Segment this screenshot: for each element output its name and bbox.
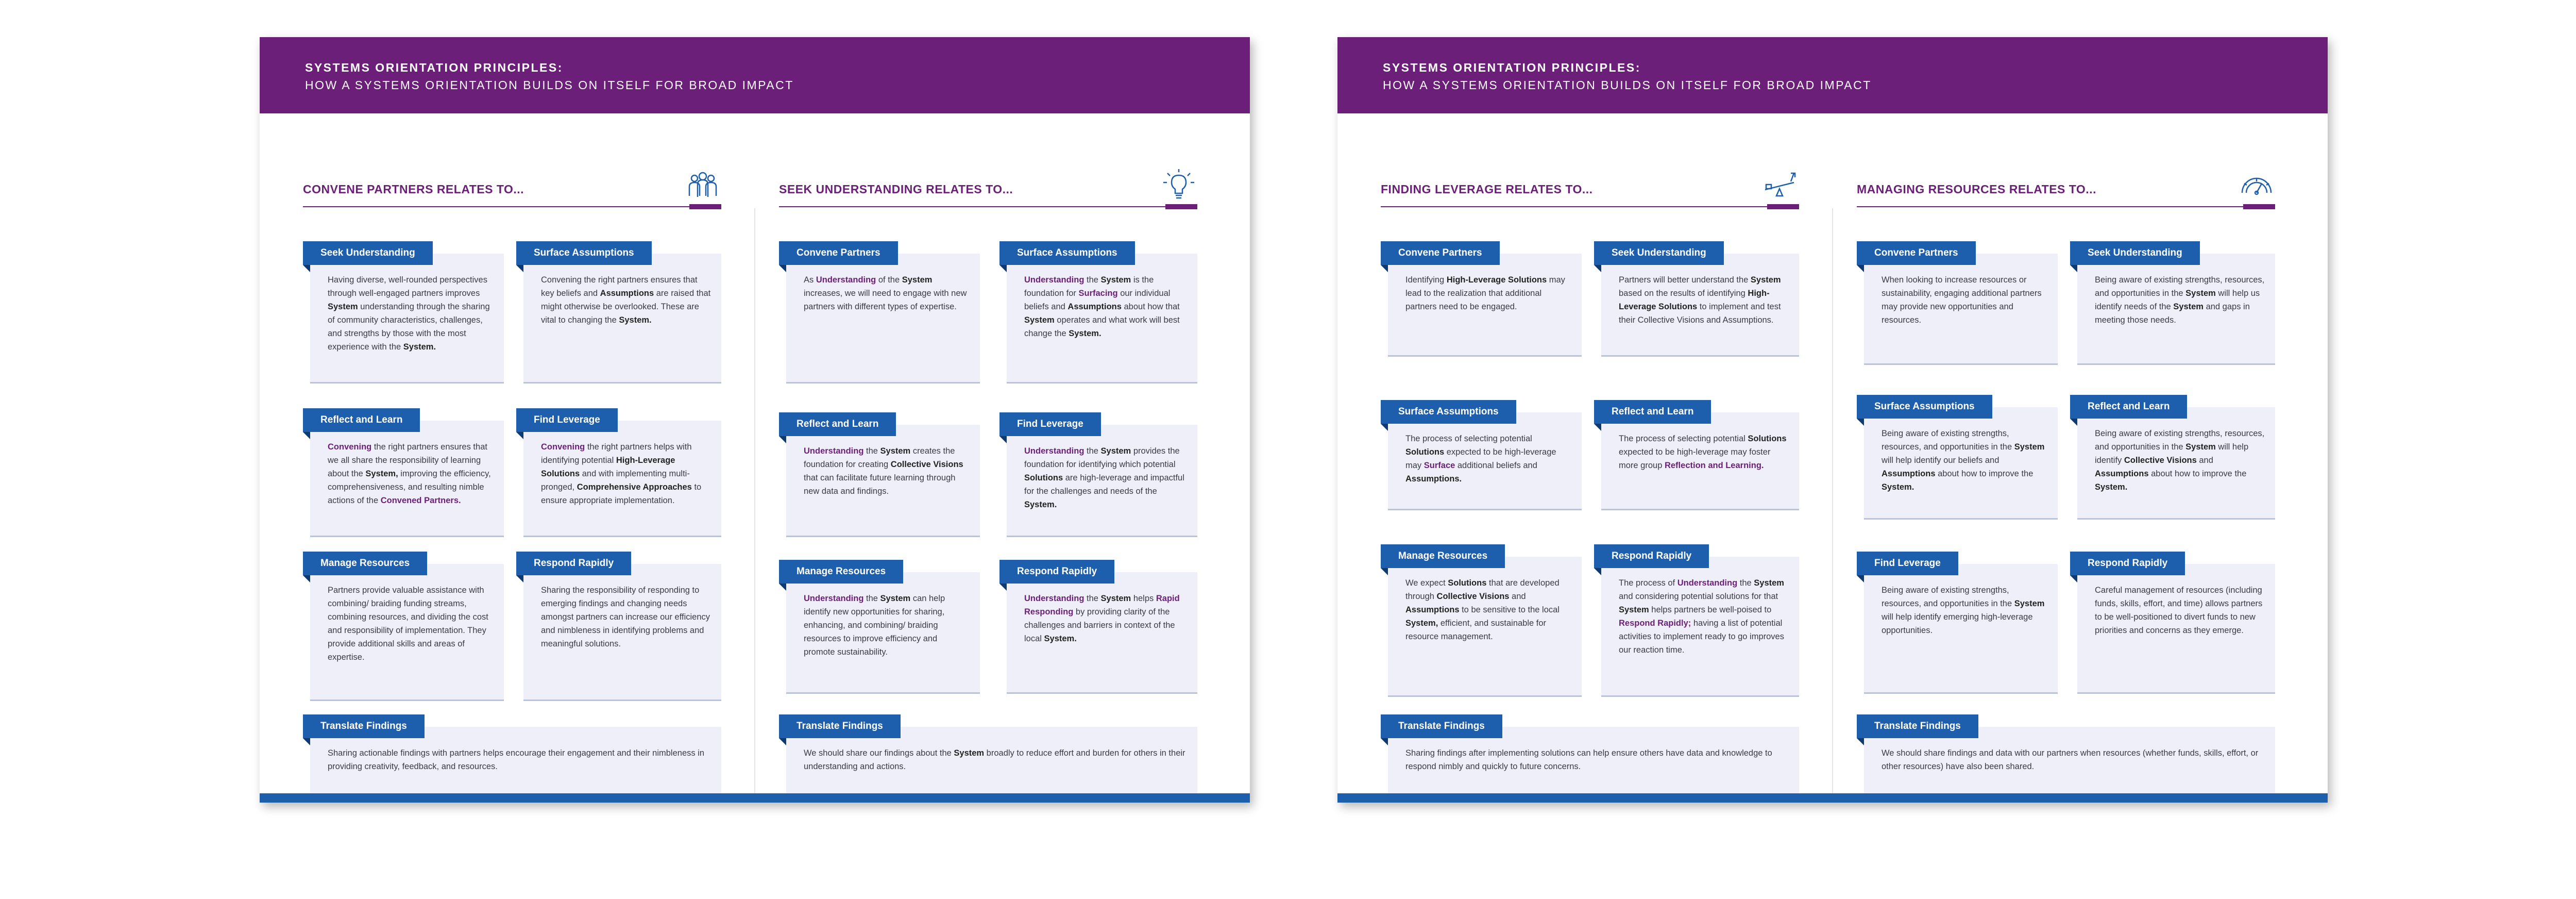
card-tab [1857,714,1978,738]
card-text: Being aware of existing strengths, resources, and opportunities in the System will help us identify needs of the System and gaps in meeting those needs. [2095,275,2265,325]
relation-card [523,414,721,537]
lightbulb-icon [1160,167,1197,204]
relation-card [786,566,980,694]
card-label: Find Leverage [1874,558,1941,569]
card-text: Understanding the System helps Rapid Responding by providing clarity of the challenges and barriers in context of the local System. [1024,594,1180,643]
card-label: Surface Assumptions [1017,247,1117,258]
card-label: Reflect and Learn [796,419,879,429]
section-title: FINDING LEVERAGE RELATES TO... [1381,182,1593,196]
tab-fold [1594,424,1601,431]
card-label: Seek Understanding [2088,247,2182,258]
card-label: Convene Partners [1398,247,1482,258]
card-tab [999,241,1135,265]
relation-card [786,721,1197,801]
lever-icon [1762,167,1799,204]
tab-fold [2070,265,2077,272]
relation-card [1388,247,1582,357]
column-divider [1832,208,1833,801]
relation-card [310,247,504,384]
column-divider [754,208,755,801]
card-label: Surface Assumptions [534,247,634,258]
card-text: Sharing findings after implementing solutions can help ensure others have data and knowledge to respond nimbly and quickly to future concerns. [1405,748,1772,771]
card-label: Reflect and Learn [1612,406,1694,417]
tab-fold [1857,738,1864,745]
card-tab [1857,241,1976,265]
relation-card [2077,401,2275,520]
card-label: Seek Understanding [1612,247,1706,258]
page-header [1337,37,2328,113]
card-label: Find Leverage [534,414,600,425]
section-rule-accent [1767,204,1799,209]
card-tab [516,408,618,432]
card-tab [303,552,427,575]
page-left [260,37,1250,803]
relation-card [1007,419,1197,537]
card-label: Respond Rapidly [2088,558,2168,569]
relation-card [1601,551,1799,697]
card-tab [779,241,898,265]
relation-card [1388,551,1582,697]
card-label: Translate Findings [1398,721,1485,731]
tab-fold [1381,424,1388,431]
card-tab [1381,241,1500,265]
card-text: Convening the right partners ensures that key beliefs and Assumptions are raised that might otherwise be overlooked. These are vital to changing the System. [541,275,711,325]
card-label: Respond Rapidly [1017,566,1097,577]
card-tab [1381,400,1516,424]
header-title: SYSTEMS ORIENTATION PRINCIPLES: [1383,61,1641,74]
card-text: The process of Understanding the System and considering potential solutions for that System helps partners be well-poised to Respond Rapidly; having a list of potential activities to implement ready to go improves our reaction time. [1619,578,1784,655]
section-rule-accent [2243,204,2275,209]
tab-fold [516,432,523,439]
card-tab [2070,552,2185,575]
section-rule [303,206,721,207]
tab-fold [779,436,786,443]
card-label: Surface Assumptions [1874,401,1975,412]
section-rule [779,206,1197,207]
tab-fold [999,436,1007,443]
card-text: Understanding the System can help identify new opportunities for sharing, enhancing, and combining/ braiding resources to improve efficiency and promote sustainability. [804,594,945,657]
relation-card [786,419,980,537]
card-text: Being aware of existing strengths, resources, and opportunities in the System will help identify our beliefs and Assumptions about how to improve the System. [1882,429,2045,492]
relation-card [523,247,721,384]
card-label: Convene Partners [796,247,880,258]
card-label: Surface Assumptions [1398,406,1499,417]
relation-card [1007,566,1197,694]
relation-card [310,414,504,537]
card-tab [1594,544,1709,568]
relation-card [2077,247,2275,365]
card-label: Translate Findings [1874,721,1961,731]
tab-fold [999,265,1007,272]
relation-card [310,558,504,701]
relation-card [310,721,721,801]
card-text: As Understanding of the System increases, we will need to engage with new partners with different types of expertise. [804,275,967,311]
card-text: Understanding the System creates the foundation for creating Collective Visions that can facilitate future learning through new data and findings. [804,446,963,496]
tab-fold [516,575,523,582]
card-text: We expect Solutions that are developed through Collective Visions and Assumptions to be sensitive to the local System, efficient, and sustainable for resource management. [1405,578,1560,641]
card-text: When looking to increase resources or sustainability, engaging additional partners may provide new opportunities and resources. [1882,275,2042,325]
card-tab [779,714,901,738]
card-tab [779,560,903,584]
tab-fold [779,584,786,591]
card-tab [1857,552,1958,575]
relation-card [1601,406,1799,510]
card-text: Sharing the responsibility of responding to emerging findings and changing needs amongst partners can increase our efficiency and nimbleness in identifying problems and meaningful solutions. [541,586,710,648]
tab-fold [779,738,786,745]
card-text: Careful management of resources (including funds, skills, effort, and time) allows partners to be well-positioned to divert funds to new priorities and concerns as they emerge. [2095,586,2263,635]
tab-fold [779,265,786,272]
tab-fold [1857,419,1864,426]
header-subtitle: HOW A SYSTEMS ORIENTATION BUILDS ON ITSELF FOR BROAD IMPACT [1383,78,1872,92]
card-label: Translate Findings [796,721,883,731]
tab-fold [1857,265,1864,272]
section-rule-accent [689,204,721,209]
section-rule [1381,206,1799,207]
page-footer-bar [260,793,1250,803]
card-label: Find Leverage [1017,419,1083,429]
card-tab [1857,395,1992,419]
card-tab [1381,544,1505,568]
card-text: Partners provide valuable assistance with combining/ braiding funding streams, combining resources, and dividing the cost and responsibility of implementation. They provide additional skills and areas of expertise. [328,586,488,662]
tab-fold [1381,738,1388,745]
relation-card [2077,558,2275,694]
tab-fold [2070,419,2077,426]
card-text: Having diverse, well-rounded perspectives through well-engaged partners improves System understanding through the sharing of community characteristics, challenges, and strengths by those with the most experience with the System. [328,275,490,352]
tab-fold [303,265,310,272]
card-label: Manage Resources [796,566,886,577]
card-label: Manage Resources [1398,551,1488,561]
relation-card [1388,721,1799,801]
card-tab [303,714,425,738]
card-tab [303,408,420,432]
tab-fold [303,432,310,439]
card-tab [1594,241,1724,265]
tab-fold [2070,575,2077,582]
card-text: Convening the right partners ensures that we all share the responsibility of learning about the System, improving the efficiency, comprehensiveness, and resulting nimble actions of the Convened Partners. [328,442,491,505]
card-text: The process of selecting potential Solutions expected to be high-leverage may foster more group Reflection and Learning. [1619,434,1787,470]
card-text: Identifying High-Leverage Solutions may lead to the realization that additional partners need to be engaged. [1405,275,1565,311]
tab-fold [303,575,310,582]
card-label: Manage Resources [320,558,410,569]
card-label: Respond Rapidly [1612,551,1692,561]
tab-fold [303,738,310,745]
card-label: Seek Understanding [320,247,415,258]
card-tab [779,412,896,436]
tab-fold [516,265,523,272]
page-right [1337,37,2328,803]
card-tab [2070,241,2200,265]
tab-fold [1381,265,1388,272]
section-title: SEEK UNDERSTANDING RELATES TO... [779,182,1013,196]
card-label: Translate Findings [320,721,407,731]
header-title: SYSTEMS ORIENTATION PRINCIPLES: [305,61,563,74]
page-footer-bar [1337,793,2328,803]
tab-fold [1594,568,1601,575]
relation-card [1601,247,1799,357]
card-label: Convene Partners [1874,247,1958,258]
gauge-icon [2238,167,2275,204]
card-text: Sharing actionable findings with partners helps encourage their engagement and their nimbleness in providing creativity, feedback, and resources. [328,748,705,771]
card-tab [1381,714,1502,738]
section-rule [1857,206,2275,207]
card-text: Understanding the System provides the foundation for identifying which potential Solutions are high-leverage and impactful for the challenges and needs of the System. [1024,446,1184,509]
card-label: Respond Rapidly [534,558,614,569]
relation-card [1864,721,2275,801]
card-tab [516,552,631,575]
card-tab [999,412,1101,436]
card-text: We should share findings and data with our partners when resources (whether funds, skills, effort, or other resources) have also been shared. [1882,748,2259,771]
card-text: Understanding the System is the foundation for Surfacing our individual beliefs and Assumptions about how that System operates and what work will best change the System. [1024,275,1180,338]
tab-fold [1381,568,1388,575]
relation-card [1864,247,2058,365]
card-text: Partners will better understand the System based on the results of identifying High-Leverage Solutions to implement and test their Collective Visions and Assumptions. [1619,275,1781,325]
relation-card [523,558,721,701]
card-tab [2070,395,2187,419]
card-text: The process of selecting potential Solutions expected to be high-leverage may Surface additional beliefs and Assumptions. [1405,434,1556,484]
section-title: MANAGING RESOURCES RELATES TO... [1857,182,2096,196]
tab-fold [1594,265,1601,272]
card-tab [999,560,1114,584]
relation-card [1388,406,1582,510]
section-title: CONVENE PARTNERS RELATES TO... [303,182,524,196]
relation-card [1864,401,2058,520]
card-label: Reflect and Learn [2088,401,2170,412]
relation-card [786,247,980,384]
card-text: We should share our findings about the System broadly to reduce effort and burden for others in their understanding and actions. [804,748,1185,771]
header-subtitle: HOW A SYSTEMS ORIENTATION BUILDS ON ITSELF FOR BROAD IMPACT [305,78,794,92]
card-label: Reflect and Learn [320,414,403,425]
tab-fold [1857,575,1864,582]
card-tab [1594,400,1711,424]
relation-card [1007,247,1197,384]
relation-card [1864,558,2058,694]
card-tab [303,241,433,265]
section-rule-accent [1165,204,1197,209]
tab-fold [999,584,1007,591]
people-group-icon [684,167,721,204]
card-text: Being aware of existing strengths, resources, and opportunities in the System will help identify Collective Visions and Assumptions about how to improve the System. [2095,429,2265,492]
page-header [260,37,1250,113]
card-tab [516,241,652,265]
card-text: Convening the right partners helps with identifying potential High-Leverage Solutions and with implementing multi-pronged, Comprehensive Approaches to ensure appropriate implementation. [541,442,702,505]
card-text: Being aware of existing strengths, resources, and opportunities in the System will help identify emerging high-leverage opportunities. [1882,586,2045,635]
